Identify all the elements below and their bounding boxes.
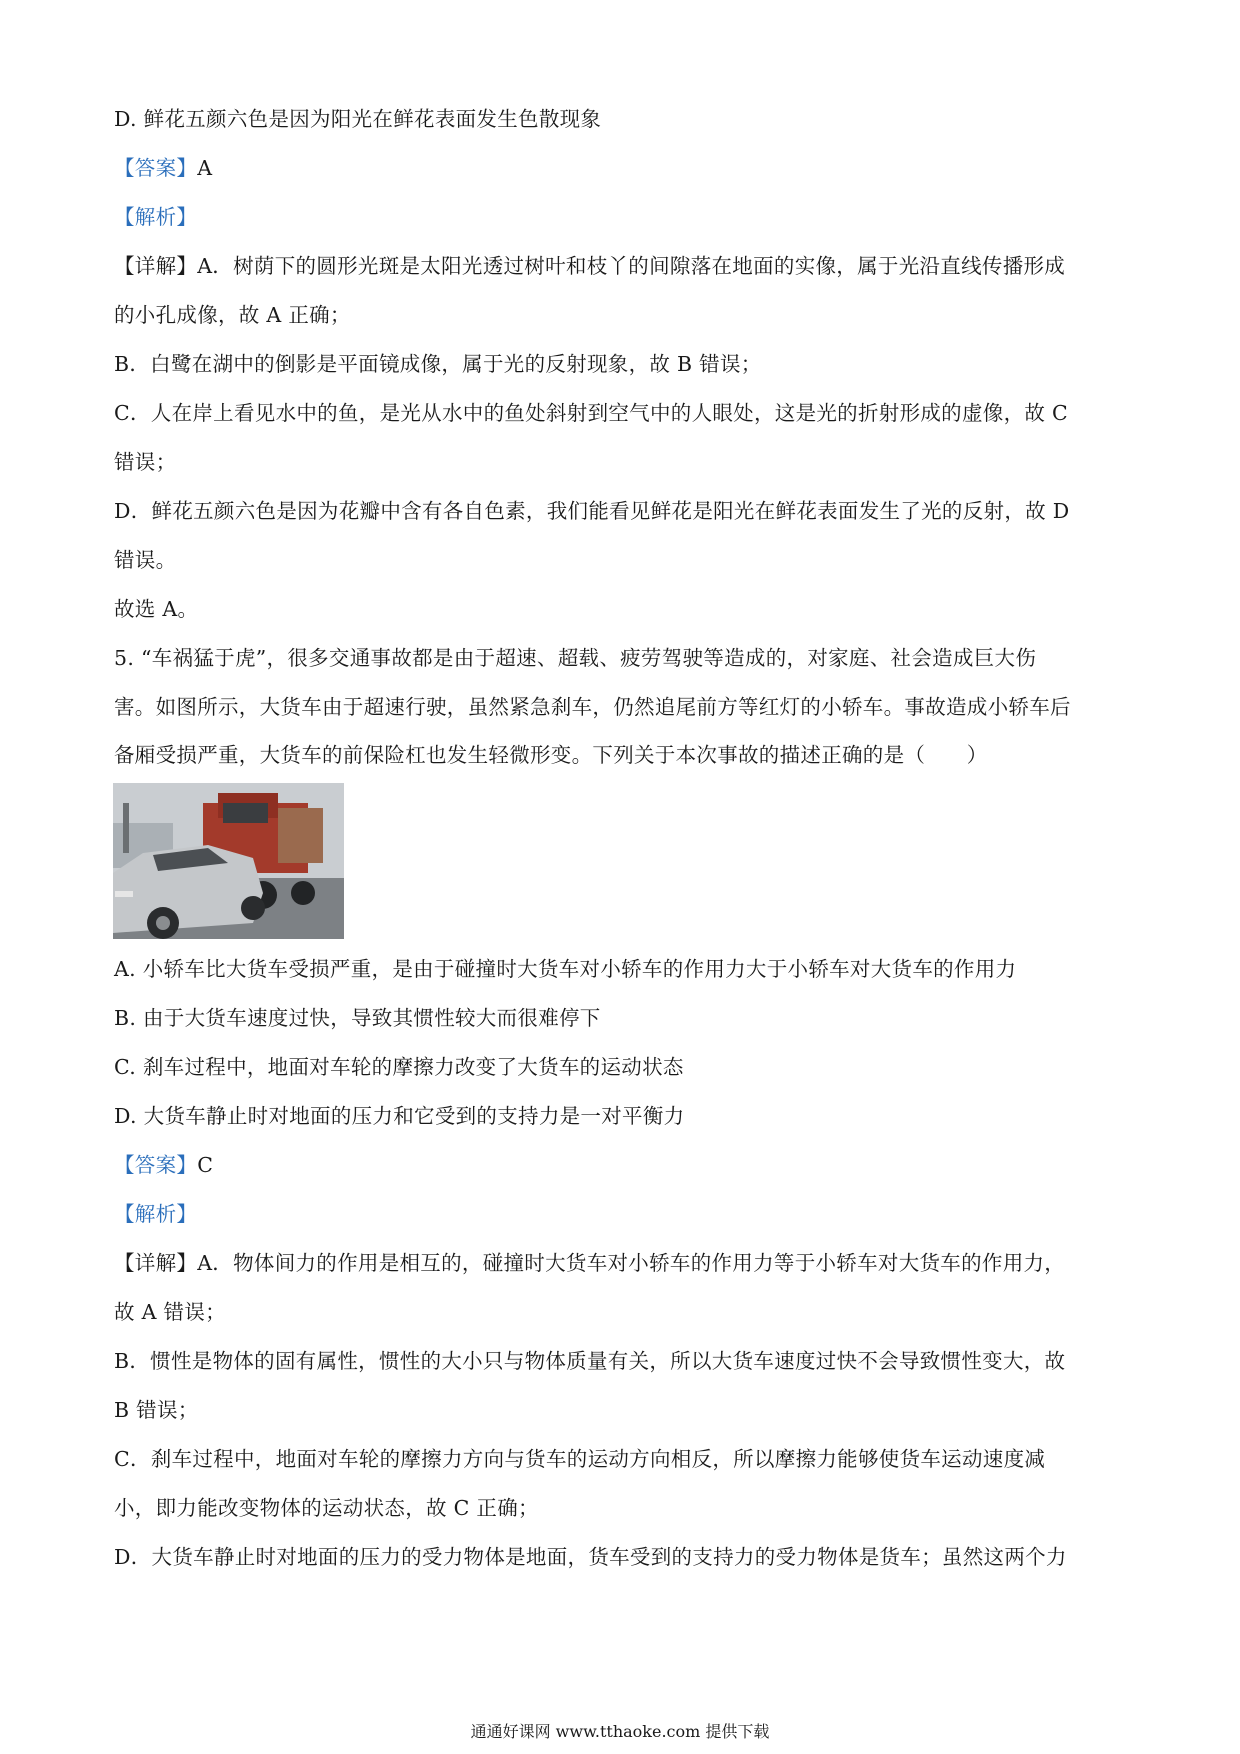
detail-line: C．人在岸上看见水中的鱼，是光从水中的鱼处斜射到空气中的人眼处，这是光的折射形成的虚像，故 C bbox=[114, 401, 1068, 425]
question-5-line: 害。如图所示，大货车由于超速行驶，虽然紧急刹车，仍然追尾前方等红灯的小轿车。事故造成小轿车后 bbox=[114, 695, 1071, 719]
detail-line: 【详解】A．物体间力的作用是相互的，碰撞时大货车对小轿车的作用力等于小轿车对大货车的作用力， bbox=[114, 1251, 1066, 1275]
answer-value: C bbox=[197, 1153, 214, 1177]
detail-line: 错误； bbox=[114, 450, 177, 474]
detail-line: B 错误； bbox=[114, 1398, 199, 1422]
detail-line: B．惯性是物体的固有属性，惯性的大小只与物体质量有关，所以大货车速度过快不会导致惯性变大，故 bbox=[114, 1349, 1066, 1373]
answer-tag: 【答案】 bbox=[114, 156, 198, 180]
option-d: D. 大货车静止时对地面的压力和它受到的支持力是一对平衡力 bbox=[114, 1104, 685, 1128]
analysis-tag-1: 【解析】 bbox=[114, 205, 198, 229]
answer-value: A bbox=[197, 156, 213, 180]
option-c: C. 刹车过程中，地面对车轮的摩擦力改变了大货车的运动状态 bbox=[114, 1055, 684, 1079]
analysis-tag-2: 【解析】 bbox=[114, 1202, 198, 1226]
option-a: A. 小轿车比大货车受损严重，是由于碰撞时大货车对小轿车的作用力大于小轿车对大货车的作用力 bbox=[114, 957, 1017, 981]
detail-line: D．鲜花五颜六色是因为花瓣中含有各自色素，我们能看见鲜花是阳光在鲜花表面发生了光的反射，故 D bbox=[114, 499, 1070, 523]
detail-line: D．大货车静止时对地面的压力的受力物体是地面，货车受到的支持力的受力物体是货车；虽然这两个力 bbox=[114, 1545, 1067, 1569]
question-5-line: 备厢受损严重，大货车的前保险杠也发生轻微形变。下列关于本次事故的描述正确的是（ ） bbox=[114, 743, 988, 767]
detail-line: 故 A 错误； bbox=[114, 1300, 226, 1324]
answer-line-2 bbox=[114, 1151, 213, 1179]
answer-tag: 【答案】 bbox=[114, 1153, 198, 1177]
detail-line: C．刹车过程中，地面对车轮的摩擦力方向与货车的运动方向相反，所以摩擦力能够使货车运动速度减 bbox=[114, 1447, 1046, 1471]
question-5-line: 5. “车祸猛于虎”，很多交通事故都是由于超速、超载、疲劳驾驶等造成的，对家庭、社会造成巨大伤 bbox=[114, 646, 1037, 670]
conclusion-line: 故选 A。 bbox=[114, 597, 199, 621]
detail-line: 小，即力能改变物体的运动状态，故 C 正确； bbox=[114, 1496, 539, 1520]
accident-photo bbox=[113, 783, 344, 939]
detail-line: 错误。 bbox=[114, 548, 177, 572]
detail-line: B．白鹭在湖中的倒影是平面镜成像，属于光的反射现象，故 B 错误； bbox=[114, 352, 762, 376]
detail-line: 的小孔成像，故 A 正确； bbox=[114, 303, 351, 327]
line-option-d-prev: D. 鲜花五颜六色是因为阳光在鲜花表面发生色散现象 bbox=[114, 107, 602, 131]
detail-line: 【详解】A．树荫下的圆形光斑是太阳光透过树叶和枝丫的间隙落在地面的实像，属于光沿直线传播形成 bbox=[114, 254, 1066, 278]
footer-credit: 通通好课网 www.tthaoke.com 提供下载 bbox=[470, 1722, 770, 1741]
answer-line-1 bbox=[114, 154, 212, 182]
option-b: B. 由于大货车速度过快，导致其惯性较大而很难停下 bbox=[114, 1006, 601, 1030]
